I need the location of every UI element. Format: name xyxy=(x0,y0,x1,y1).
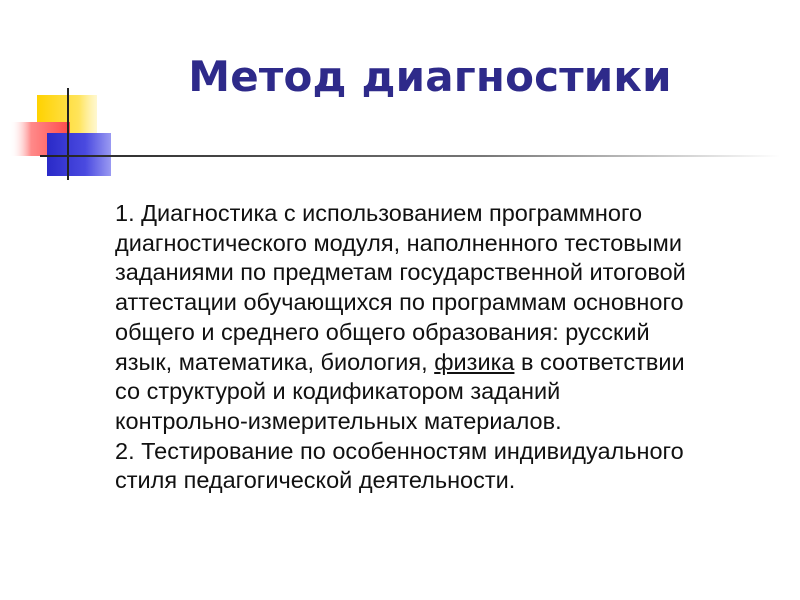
text-line: аттестации обучающихся по программам основного xyxy=(115,289,684,316)
list-item xyxy=(115,199,775,437)
text-segment: язык, математика, биология, xyxy=(115,348,435,375)
text-line: общего и среднего общего образования: русский xyxy=(115,318,650,345)
physics-link[interactable]: физика xyxy=(434,348,515,375)
blue-square xyxy=(47,133,111,176)
text-line: заданиями по предметам государственной итоговой xyxy=(115,259,686,286)
text-line: диагностического модуля, наполненного тестовыми xyxy=(115,229,682,256)
text-line: со структурой и кодификатором заданий xyxy=(115,378,561,405)
horizontal-rule xyxy=(40,155,780,157)
slide-body xyxy=(115,199,775,496)
text-line: 1. Диагностика с использованием программного xyxy=(115,200,643,226)
text-line: 2. Тестирование по особенностям индивидуального xyxy=(115,437,684,464)
text-segment: в соответствии xyxy=(514,348,685,375)
slide-title: Метод диагностики xyxy=(188,52,672,101)
text-line: стиля педагогической деятельности. xyxy=(115,467,516,494)
text-line xyxy=(115,348,775,378)
list-item xyxy=(115,437,775,496)
text-line: контрольно-измерительных материалов. xyxy=(115,407,562,434)
